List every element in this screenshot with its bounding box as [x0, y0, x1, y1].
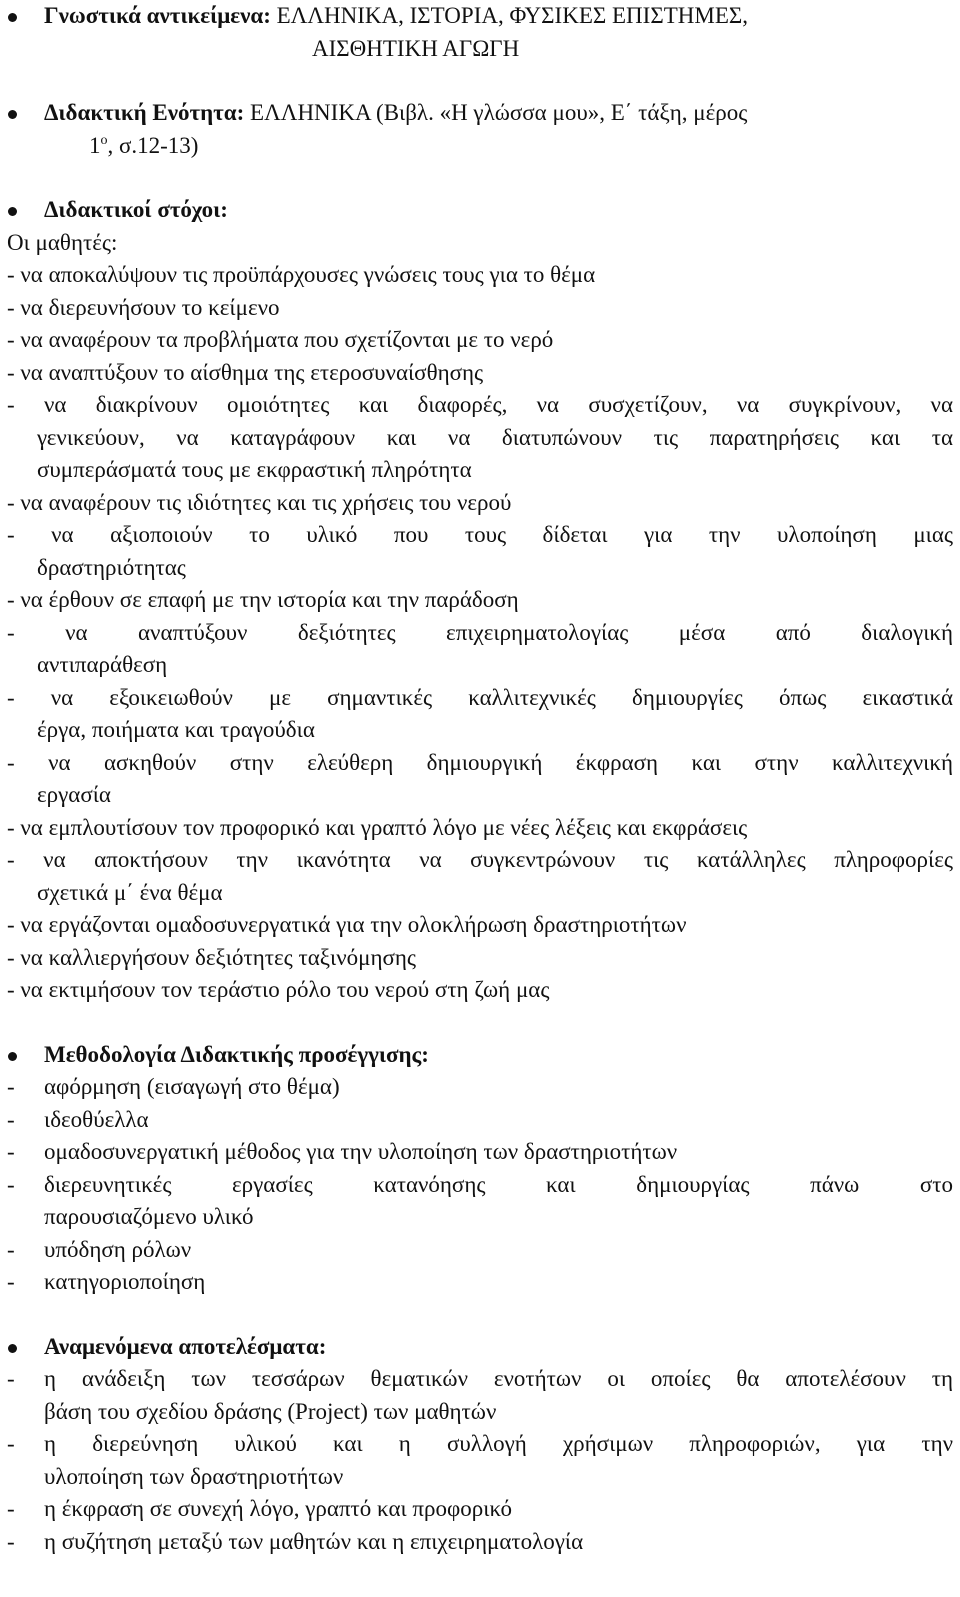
goals-item: [7, 357, 953, 390]
methodology-label: Μεθοδολογία Διδακτικής προσέγγισης:: [44, 1041, 429, 1067]
outcomes-item: [7, 1428, 953, 1493]
dash-marker: -: [7, 1074, 15, 1099]
unit-value: ΕΛΛΗΝΙΚΑ (Βιβλ. «Η γλώσσα μου», Ε΄ τάξη, μέρος: [250, 100, 748, 125]
methodology-item-text: παρουσιαζόμενο υλικό: [44, 1204, 254, 1229]
methodology-item-line: [7, 1234, 953, 1267]
outcomes-item-line: [7, 1428, 953, 1461]
bullet-icon: [8, 207, 17, 216]
goals-item-line: - να αναφέρουν τα προβλήματα που σχετίζονται με το νερό: [7, 327, 554, 352]
goals-item-line: - να αναπτύξουν το αίσθημα της ετεροσυναίσθησης: [7, 359, 484, 385]
outcomes-item-line: [7, 1396, 953, 1429]
outcomes-item-text: η συζήτηση μεταξύ των μαθητών και η επιχειρηματολογία: [44, 1528, 584, 1554]
goals-item-line: - να αποκαλύψουν τις προϋπάρχουσες γνώσεις τους για το θέμα: [7, 262, 596, 287]
outcomes-item-line: [7, 1493, 953, 1526]
dash-marker: -: [7, 1171, 15, 1197]
goals-item-line: - να αξιοποιούν το υλικό που τους δίδεται για την υλοποίηση μιας: [7, 522, 953, 547]
goals-item-line: - να αναφέρουν τις ιδιότητες και τις χρήσεις του νερού: [7, 489, 512, 515]
goals-item: [7, 259, 953, 292]
dash-marker: -: [7, 1431, 15, 1456]
outcomes-section: [7, 1331, 953, 1559]
goals-item-line: - να ασκηθούν στην ελεύθερη δημιουργική έκφραση και στην καλλιτεχνική: [7, 749, 953, 775]
goals-item: [7, 389, 953, 487]
goals-item: [7, 682, 953, 747]
methodology-item-line: [7, 1201, 953, 1234]
subjects-value-cont: ΑΙΣΘΗΤΙΚΗ ΑΓΩΓΗ: [312, 35, 520, 61]
goals-item-line: - να διερευνήσουν το κείμενο: [7, 294, 280, 320]
goals-section: [7, 194, 953, 1007]
outcomes-item: [7, 1526, 953, 1559]
goals-item: [7, 942, 953, 975]
goals-item: [7, 584, 953, 617]
methodology-item-line: [7, 1266, 953, 1299]
methodology-item-text: ιδεοθύελλα: [44, 1106, 149, 1132]
outcomes-label: Αναμενόμενα αποτελέσματα:: [44, 1333, 327, 1359]
methodology-item-line: [7, 1104, 953, 1137]
goals-item: [7, 974, 953, 1007]
methodology-list: [7, 1071, 953, 1299]
bullet-icon: [8, 13, 17, 22]
methodology-item: [7, 1104, 953, 1137]
unit-part-ordinal: ο: [100, 132, 108, 148]
methodology-item-text: διερευνητικές εργασίες κατανόησης και δημιουργίας πάνω στο: [44, 1171, 953, 1197]
methodology-item-text: ομαδοσυνεργατική μέθοδος για την υλοποίηση των δραστηριοτήτων: [44, 1139, 678, 1164]
goals-heading: [7, 194, 953, 227]
goals-item: [7, 747, 953, 812]
dash-marker: -: [7, 1269, 15, 1294]
outcomes-heading: [7, 1331, 953, 1364]
bullet-icon: [8, 1344, 17, 1353]
outcomes-item-text: υλοποίηση των δραστηριοτήτων: [44, 1463, 344, 1489]
unit-label: Διδακτική Ενότητα:: [44, 100, 245, 125]
goals-item: [7, 909, 953, 942]
methodology-item: [7, 1266, 953, 1299]
goals-item-line: - να αποκτήσουν την ικανότητα να συγκεντρώνουν τις κατάλληλες πληροφορίες: [7, 847, 953, 872]
dash-marker: -: [7, 1496, 15, 1521]
unit-value-cont: [7, 130, 953, 163]
goals-item: [7, 292, 953, 325]
dash-marker: -: [7, 1236, 15, 1262]
goals-item-line: σχετικά μ΄ ένα θέμα: [37, 879, 223, 905]
outcomes-item-text: η διερεύνηση υλικού και η συλλογή χρήσιμων πληροφοριών, για την: [44, 1431, 953, 1456]
goals-item-line: - να διακρίνουν ομοιότητες και διαφορές, να συσχετίζουν, να συγκρίνουν, να: [7, 392, 953, 417]
goals-item-line: συμπεράσματά τους με εκφραστική πληρότητα: [37, 457, 472, 482]
methodology-item: [7, 1071, 953, 1104]
subjects-line: [7, 0, 953, 33]
outcomes-item-text: η ανάδειξη των τεσσάρων θεματικών ενοτήτων οι οποίες θα αποτελέσουν τη: [44, 1366, 953, 1391]
goals-item: [7, 324, 953, 357]
goals-item-line: - να αναπτύξουν δεξιότητες επιχειρηματολογίας μέσα από διαλογική: [7, 619, 953, 645]
outcomes-item: [7, 1493, 953, 1526]
goals-intro: Οι μαθητές:: [7, 229, 118, 255]
unit-part-number: 1: [89, 132, 101, 158]
goals-item-line: - να εμπλουτίσουν τον προφορικό και γραπτό λόγο με νέες λέξεις και εκφράσεις: [7, 814, 748, 840]
outcomes-item-line: [7, 1461, 953, 1494]
goals-item-line: - να εκτιμήσουν τον τεράστιο ρόλο του νερού στη ζωή μας: [7, 977, 550, 1002]
unit-line: [7, 97, 953, 130]
outcomes-list: [7, 1363, 953, 1558]
methodology-item-text: αφόρμηση (εισαγωγή στο θέμα): [44, 1074, 340, 1099]
subjects-label: Γνωστικά αντικείμενα:: [44, 3, 271, 28]
goals-item-line: αντιπαράθεση: [37, 652, 168, 677]
dash-marker: -: [7, 1366, 15, 1391]
goals-item-line: - να εξοικειωθούν με σημαντικές καλλιτεχνικές δημιουργίες όπως εικαστικά: [7, 684, 953, 710]
goals-item-line: - να έρθουν σε επαφή με την ιστορία και την παράδοση: [7, 587, 519, 612]
methodology-item-line: [7, 1136, 953, 1169]
outcomes-item-text: βάση του σχεδίου δράσης (Project) των μαθητών: [44, 1398, 497, 1424]
methodology-item-text: υπόδηση ρόλων: [44, 1236, 192, 1262]
goals-item-line: γενικεύουν, να καταγράφουν και να διατυπώνουν τις παρατηρήσεις και τα: [37, 424, 953, 450]
methodology-heading: [7, 1039, 953, 1072]
document-page: [7, 0, 953, 1558]
methodology-item: [7, 1234, 953, 1267]
unit-section: [7, 97, 953, 162]
outcomes-item: [7, 1363, 953, 1428]
methodology-item-text: κατηγοριοποίηση: [44, 1269, 206, 1294]
goals-item-line: έργα, ποιήματα και τραγούδια: [37, 717, 315, 742]
outcomes-item-text: η έκφραση σε συνεχή λόγο, γραπτό και προφορικό: [44, 1496, 513, 1521]
goals-item: [7, 487, 953, 520]
bullet-icon: [8, 110, 17, 119]
goals-item-line: - να εργάζονται ομαδοσυνεργατικά για την ολοκλήρωση δραστηριοτήτων: [7, 912, 687, 937]
methodology-item-line: [7, 1169, 953, 1202]
subjects-value: ΕΛΛΗΝΙΚΑ, ΙΣΤΟΡΙΑ, ΦΥΣΙΚΕΣ ΕΠΙΣΤΗΜΕΣ,: [276, 3, 749, 28]
dash-marker: -: [7, 1528, 15, 1554]
bullet-icon: [8, 1052, 17, 1061]
dash-marker: -: [7, 1139, 15, 1164]
methodology-item: [7, 1169, 953, 1234]
methodology-item: [7, 1136, 953, 1169]
goals-item-line: εργασία: [37, 782, 111, 807]
goals-item-line: - να καλλιεργήσουν δεξιότητες ταξινόμησης: [7, 944, 417, 970]
unit-pages: , σ.12-13): [107, 132, 199, 158]
goals-label: Διδακτικοί στόχοι:: [44, 197, 228, 222]
goals-item: [7, 844, 953, 909]
subjects-section: [7, 0, 953, 65]
goals-item: [7, 812, 953, 845]
goals-item-line: δραστηριότητας: [37, 554, 186, 580]
outcomes-item-line: [7, 1363, 953, 1396]
methodology-item-line: [7, 1071, 953, 1104]
methodology-section: [7, 1039, 953, 1299]
dash-marker: -: [7, 1106, 15, 1132]
outcomes-item-line: [7, 1526, 953, 1559]
goals-item: [7, 519, 953, 584]
goals-list: [7, 259, 953, 1007]
goals-item: [7, 617, 953, 682]
